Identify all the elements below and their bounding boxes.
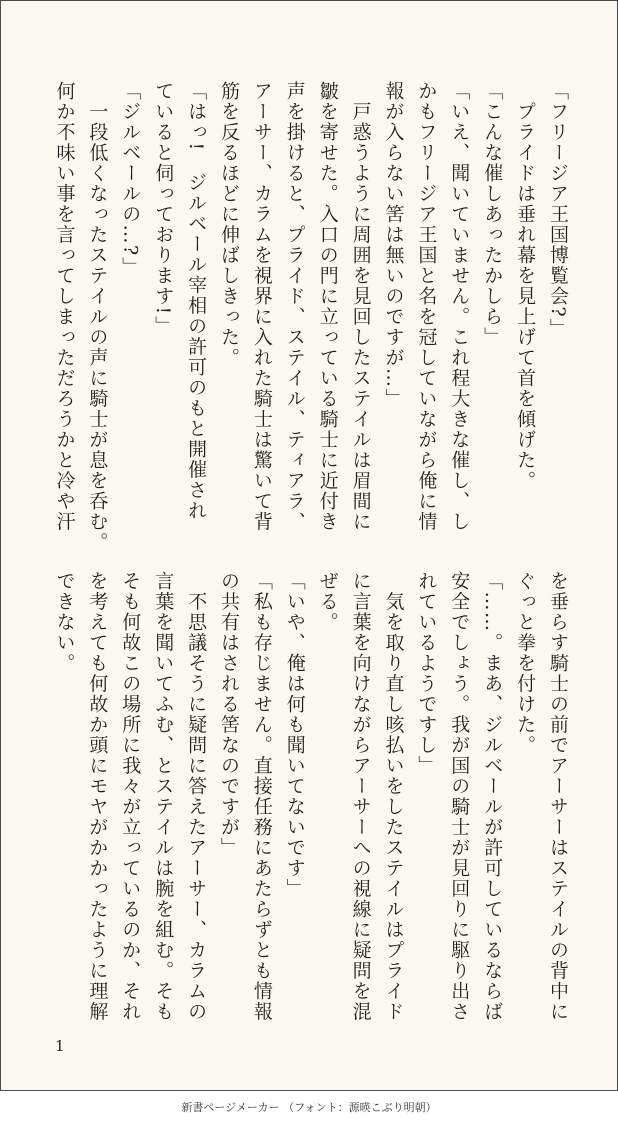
upper-text-block: [1, 1, 617, 553]
footer-credit: 新書ページメーカー （フォント：源暎こぶり明朝）: [181, 1101, 437, 1114]
text-column: 筋を反るほどに伸ばしきった。: [218, 81, 240, 368]
text-column: 言葉を聞いてふむ、とステイルは腕を組む。そも: [152, 571, 175, 1022]
text-column: アーサー、カラムを視界に入れた騎士は驚いて背: [250, 81, 273, 532]
text-column: 戸惑うように周囲を見回したステイルは眉間に: [349, 81, 372, 532]
text-column: 何か不味い事を言ってしまっただろうかと冷や汗: [53, 81, 76, 532]
text-column: 声を掛けると、プライド、ステイル、ティアラ、: [283, 81, 306, 532]
lower-text-block: [1, 491, 617, 1022]
text-column: の共有はされる筈なのですが」: [218, 571, 240, 858]
text-column: 「フリージア王国博覧会?」: [547, 81, 569, 339]
text-column: プライドは垂れ幕を見上げて首を傾げた。: [514, 81, 537, 491]
text-column: 「こんな催しあったかしら」: [481, 81, 504, 348]
text-column: に言葉を向けながらアーサーへの視線に疑問を混: [349, 571, 372, 1022]
text-column: 安全でしょう。我が国の騎士が見回りに駆り出さ: [448, 571, 471, 1022]
text-column: 不思議そうに疑問に答えたアーサー、カラムの: [185, 571, 208, 1022]
text-column: 「はっ! ジルベール宰相の許可のもと開催され: [185, 81, 208, 521]
text-column: れているようですし」: [415, 571, 438, 776]
text-column: 「……。まあ、ジルベールが許可しているならば: [481, 571, 504, 1022]
text-column: 「いえ、聞いていません。これ程大きな催し、し: [448, 81, 471, 532]
text-column: 皺を寄せた。入口の門に立っている騎士に近付き: [316, 81, 339, 532]
text-column: 「いや、俺は何も聞いてないです」: [283, 571, 306, 899]
text-column: を垂らす騎士の前でアーサーはステイルの背中に: [547, 571, 569, 1022]
text-column: ぐっと拳を付けた。: [514, 571, 537, 756]
text-column: 報が入らない筈は無いのですが…」: [382, 81, 405, 409]
text-column: ていると伺っております!」: [152, 81, 175, 337]
text-column: ぜる。: [316, 571, 339, 633]
text-column: を考えても何故か頭にモヤがかかったように理解: [86, 571, 109, 1022]
text-column: 気を取り直し咳払いをしたステイルはプライド: [382, 571, 405, 1022]
text-column: 一段低くなったステイルの声に騎士が息を呑む。: [86, 81, 109, 553]
text-column: 「ジルベールの…?」: [119, 81, 142, 278]
text-column: かもフリージア王国と名を冠していながら俺に情: [415, 81, 438, 532]
text-column: 「私も存じません。直接任務にあたらずとも情報: [250, 571, 273, 1022]
text-column: できない。: [53, 571, 76, 674]
page-number: 1: [55, 1037, 65, 1055]
text-column: そも何故この場所に我々が立っているのか、それ: [119, 571, 142, 1022]
